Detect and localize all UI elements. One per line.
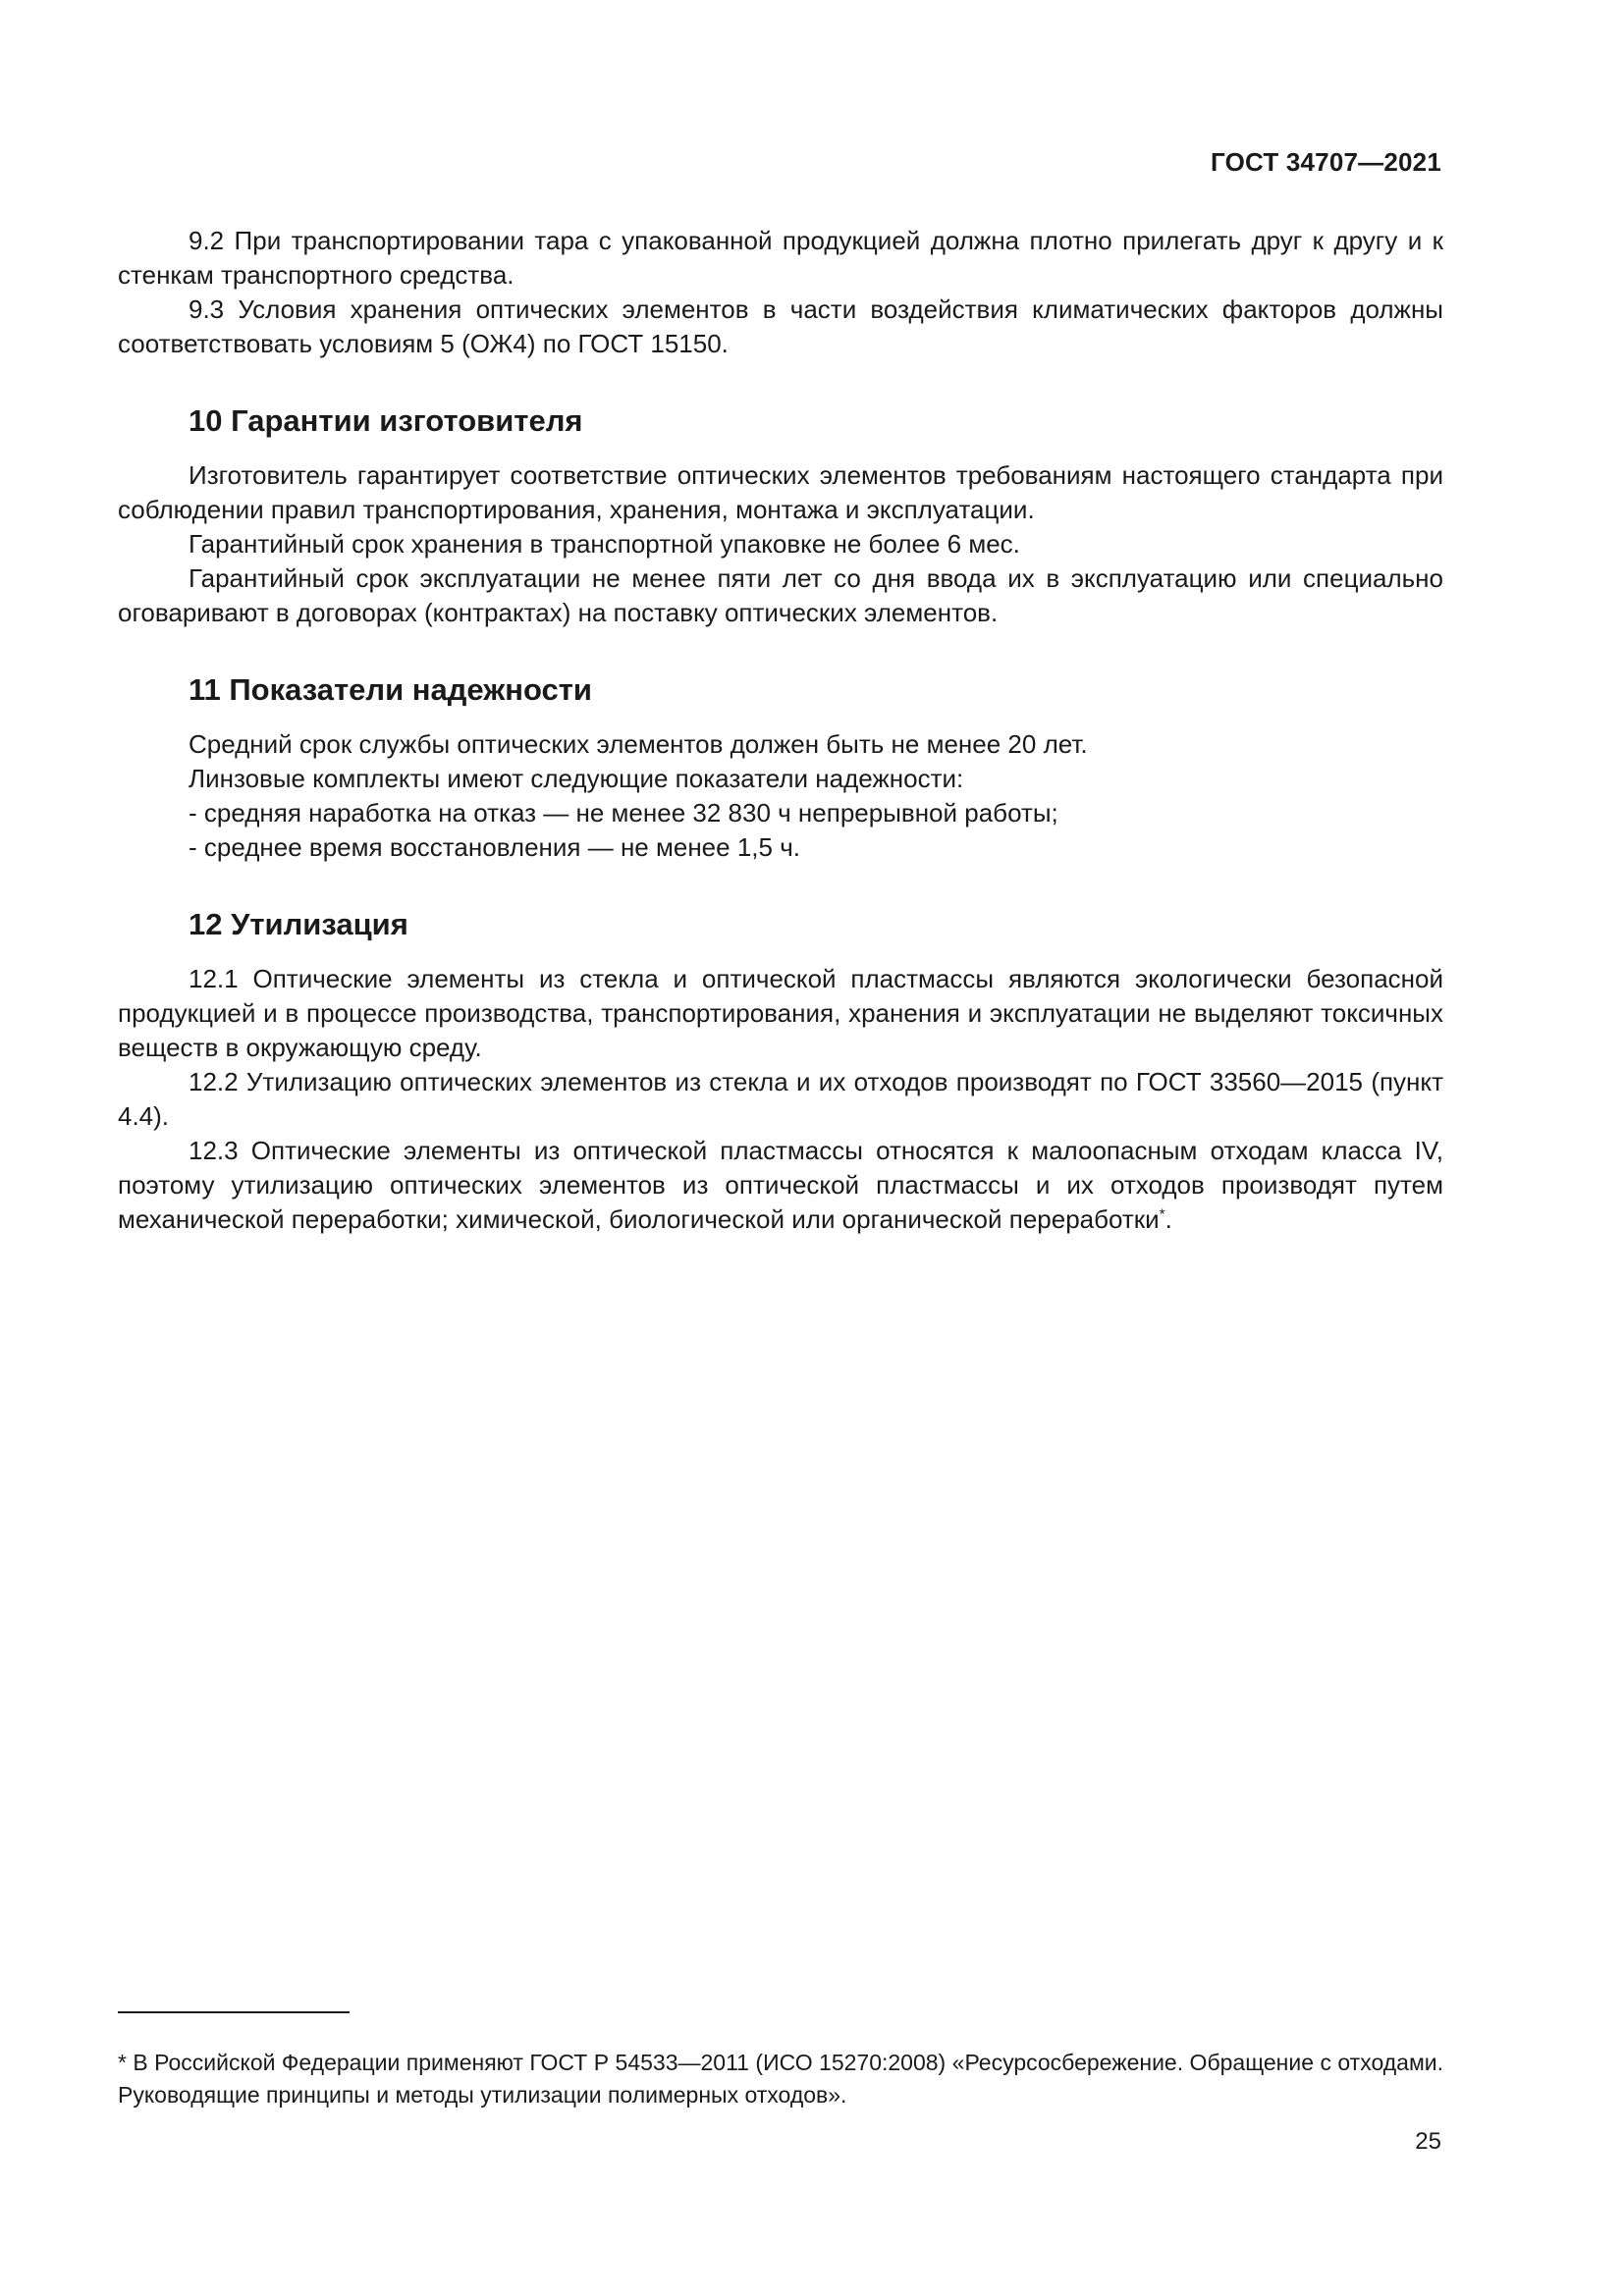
document-code: ГОСТ 34707—2021 (1211, 147, 1441, 177)
section-10-paragraph-2: Гарантийный срок хранения в транспортной упаковке не более 6 мес. (189, 529, 1020, 559)
footnote-separator (118, 2011, 350, 2013)
page-number: 25 (1415, 2128, 1441, 2155)
page-content (118, 224, 1443, 1237)
list-item: - среднее время восстановления — не менее 1,5 ч. (189, 832, 800, 862)
section-10-paragraph-3: Гарантийный срок эксплуатации не менее пяти лет со дня ввода их в эксплуатацию или специально оговаривают в договорах (контрактах) на поставку оптических элементов. (118, 563, 1443, 627)
paragraph-12-3-end: . (1164, 1204, 1172, 1234)
footnote-text: * В Российской Федерации применяют ГОСТ Р 54533—2011 (ИСО 15270:2008) «Ресурсосбережение. Обращение с отходами. Руководящие принципы и методы утилизации полимерных отходов». (118, 2050, 1443, 2108)
paragraph-9-2: 9.2 При транспортировании тара с упакованной продукцией должна плотно прилегать друг к другу и к стенкам транспортного средства. (118, 226, 1443, 290)
section-10-title: 10 Гарантии изготовителя (189, 403, 583, 438)
section-12-title: 12 Утилизация (189, 907, 408, 941)
paragraph-12-3-text: 12.3 Оптические элементы из оптической пластмассы относятся к малоопасным отходам класса IV, поэтому утилизацию оптических элементов из оптической пластмассы и их отходов производят путем механической переработки; химической, биологической или органической переработки (118, 1136, 1443, 1234)
paragraph-9-3: 9.3 Условия хранения оптических элементов в части воздействия климатических факторов должны соответствовать условиям 5 (ОЖ4) по ГОСТ 15150. (118, 294, 1443, 358)
paragraph-12-1: 12.1 Оптические элементы из стекла и оптической пластмассы являются экологически безопасной продукцией и в процессе производства, транспортирования, хранения и эксплуатации не выделяют токсичных веществ в окружающую среду. (118, 964, 1443, 1062)
list-item: - средняя наработка на отказ — не менее 32 830 ч непрерывной работы; (189, 798, 1058, 828)
section-10-paragraph-1: Изготовитель гарантирует соответствие оптических элементов требованиям настоящего стандарта при соблюдении правил транспортирования, хранения, монтажа и эксплуатации. (118, 460, 1443, 524)
section-11-paragraph-2: Линзовые комплекты имеют следующие показатели надежности: (189, 764, 964, 793)
footnote-reference-mark[interactable]: * (1159, 1205, 1165, 1223)
paragraph-12-3 (118, 1134, 1443, 1237)
section-11-title: 11 Показатели надежности (189, 672, 592, 707)
section-11-paragraph-1: Средний срок службы оптических элементов должен быть не менее 20 лет. (189, 729, 1088, 759)
paragraph-12-2: 12.2 Утилизацию оптических элементов из стекла и их отходов производят по ГОСТ 33560—2015 (пункт 4.4). (118, 1067, 1443, 1131)
